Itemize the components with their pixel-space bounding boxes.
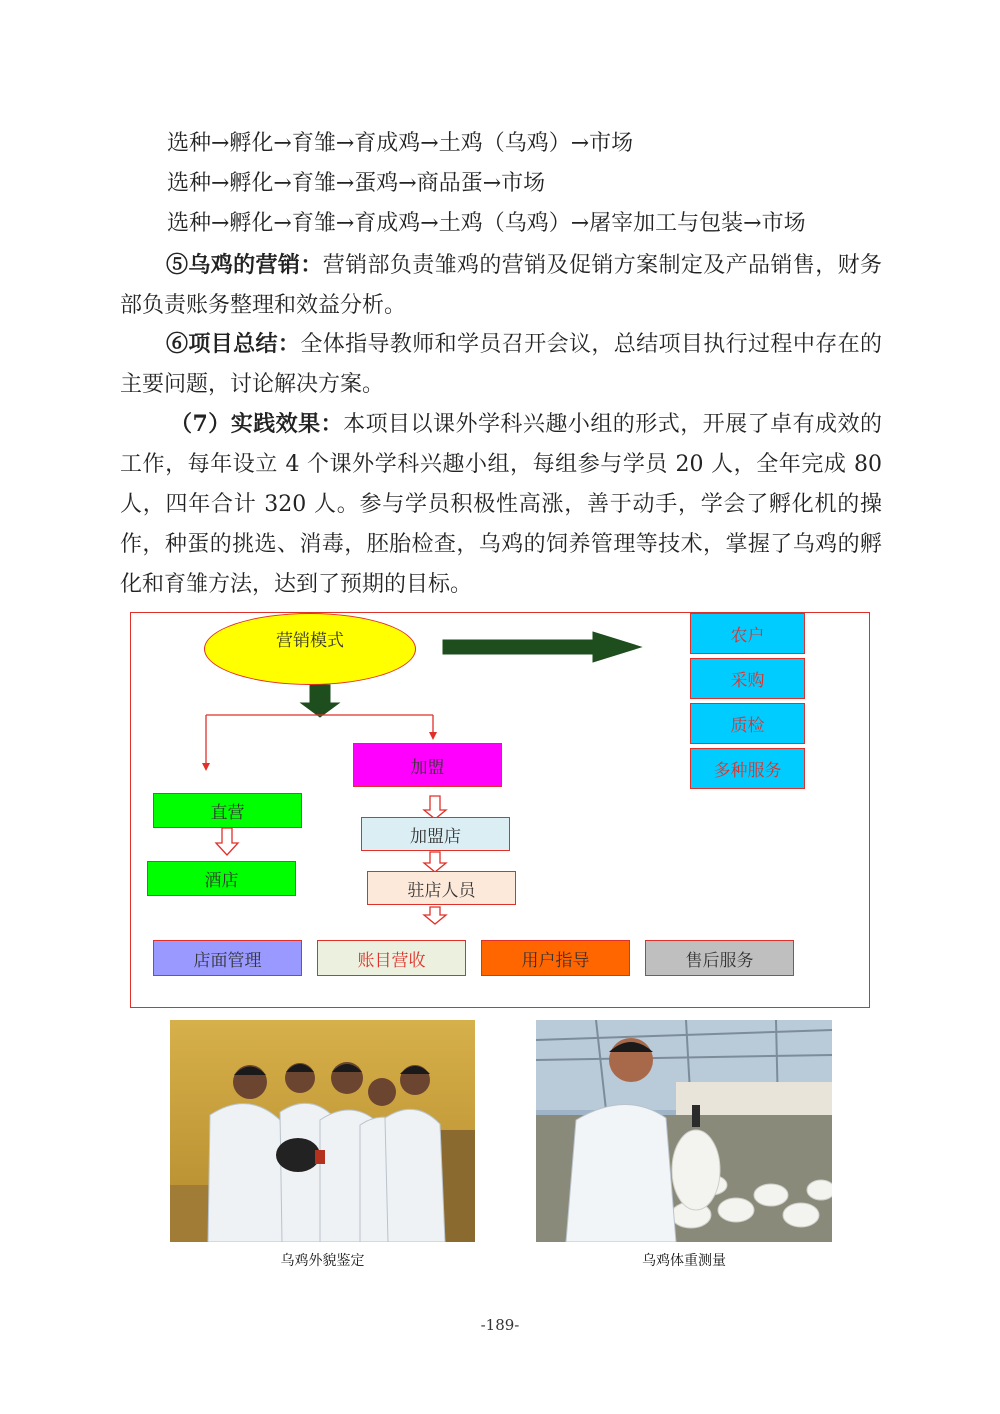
direct-box: [153, 793, 302, 828]
flow-line-1: 选种→孵化→育雏→育成鸡→土鸡（乌鸡）→市场: [167, 131, 634, 156]
students-examining-chicken-photo: [170, 1020, 475, 1242]
bottom-box-label: 店面管理: [193, 950, 262, 971]
marketing-model-diagram: [130, 612, 870, 1008]
bottom-box-after-sales: [645, 940, 794, 976]
right-box-purchase: [690, 658, 805, 699]
hotel-label: 酒店: [204, 871, 239, 891]
photo-1-caption: 乌鸡外貌鉴定: [280, 1253, 365, 1269]
bottom-box-label: 售后服务: [685, 950, 754, 971]
paragraph-marketing-title: ⑤乌鸡的营销：: [166, 252, 323, 278]
bottom-box-label: 用户指导: [521, 950, 590, 971]
student-weighing-chicken-photo: [536, 1020, 832, 1242]
arrow-down-icon: [301, 685, 339, 717]
right-box-farmers: [690, 613, 805, 654]
photo-2-illustration: [536, 1020, 832, 1242]
paragraph-effect: [120, 404, 882, 605]
page-number: -189-: [480, 1316, 520, 1334]
paragraph-effect-title: （7）实践效果：: [170, 411, 344, 437]
right-box-label: 质检: [730, 716, 765, 736]
flow-line-3: 选种→孵化→育雏→育成鸡→土鸡（乌鸡）→屠宰加工与包装→市场: [167, 211, 806, 236]
paragraph-summary-body: 全体指导教师和学员召开会议，总结项目执行过程中存在的主要问题，讨论解决方案。: [120, 332, 882, 397]
bottom-box-user-guidance: [481, 940, 630, 976]
hollow-arrow-icon: [424, 852, 446, 872]
hotel-box: [147, 861, 296, 896]
hollow-arrow-icon: [216, 828, 238, 855]
hollow-arrow-icon: [424, 907, 446, 924]
arrowhead-icon: [202, 763, 210, 771]
right-box-quality: [690, 703, 805, 744]
bottom-box-store-management: [153, 940, 302, 976]
franchise-box: [353, 743, 502, 787]
arrow-right-icon: [443, 632, 641, 662]
paragraph-effect-body: 本项目以课外学科兴趣小组的形式，开展了卓有成效的工作，每年设立 4 个课外学科兴趣小组，每组参与学员 20 人，全年完成 80 人，四年合计 320 人。参与学员积极性高涨，善于动手，学会了孵化机的操作，种蛋的挑选、消毒，胚胎检查，乌鸡的饲养管理等技术，掌握了乌鸡的孵化和育雏方法，达到了预期的目标。: [120, 412, 882, 597]
franchise-label: 加盟: [410, 757, 445, 778]
paragraph-summary-title: ⑥项目总结：: [166, 331, 301, 357]
flow-line-2: 选种→孵化→育雏→蛋鸡→商品蛋→市场: [167, 171, 546, 196]
right-box-services: [690, 748, 805, 789]
marketing-model-label: 营销模式: [276, 631, 344, 651]
franchise-staff-box: [367, 871, 516, 905]
bottom-box-revenue: [317, 940, 466, 976]
arrowhead-icon: [429, 732, 437, 740]
right-box-label: 农户: [730, 626, 765, 646]
paragraph-marketing-body: 营销部负责雏鸡的营销及促销方案制定及产品销售，财务部负责账务整理和效益分析。: [120, 253, 882, 318]
photo-2-caption: 乌鸡体重测量: [642, 1253, 726, 1269]
right-box-label: 多种服务: [713, 761, 782, 781]
paragraph-marketing: [120, 245, 882, 326]
photo-1-illustration: [170, 1020, 475, 1242]
paragraph-summary: [120, 324, 882, 405]
hollow-arrow-icon: [424, 796, 446, 819]
franchise-staff-label: 驻店人员: [407, 880, 476, 901]
right-box-label: 采购: [730, 671, 765, 691]
direct-label: 直营: [210, 803, 245, 823]
franchise-store-box: [361, 817, 510, 851]
bottom-box-label: 账目营收: [357, 950, 426, 971]
marketing-model-ellipse: [204, 613, 416, 685]
franchise-store-label: 加盟店: [410, 826, 461, 847]
